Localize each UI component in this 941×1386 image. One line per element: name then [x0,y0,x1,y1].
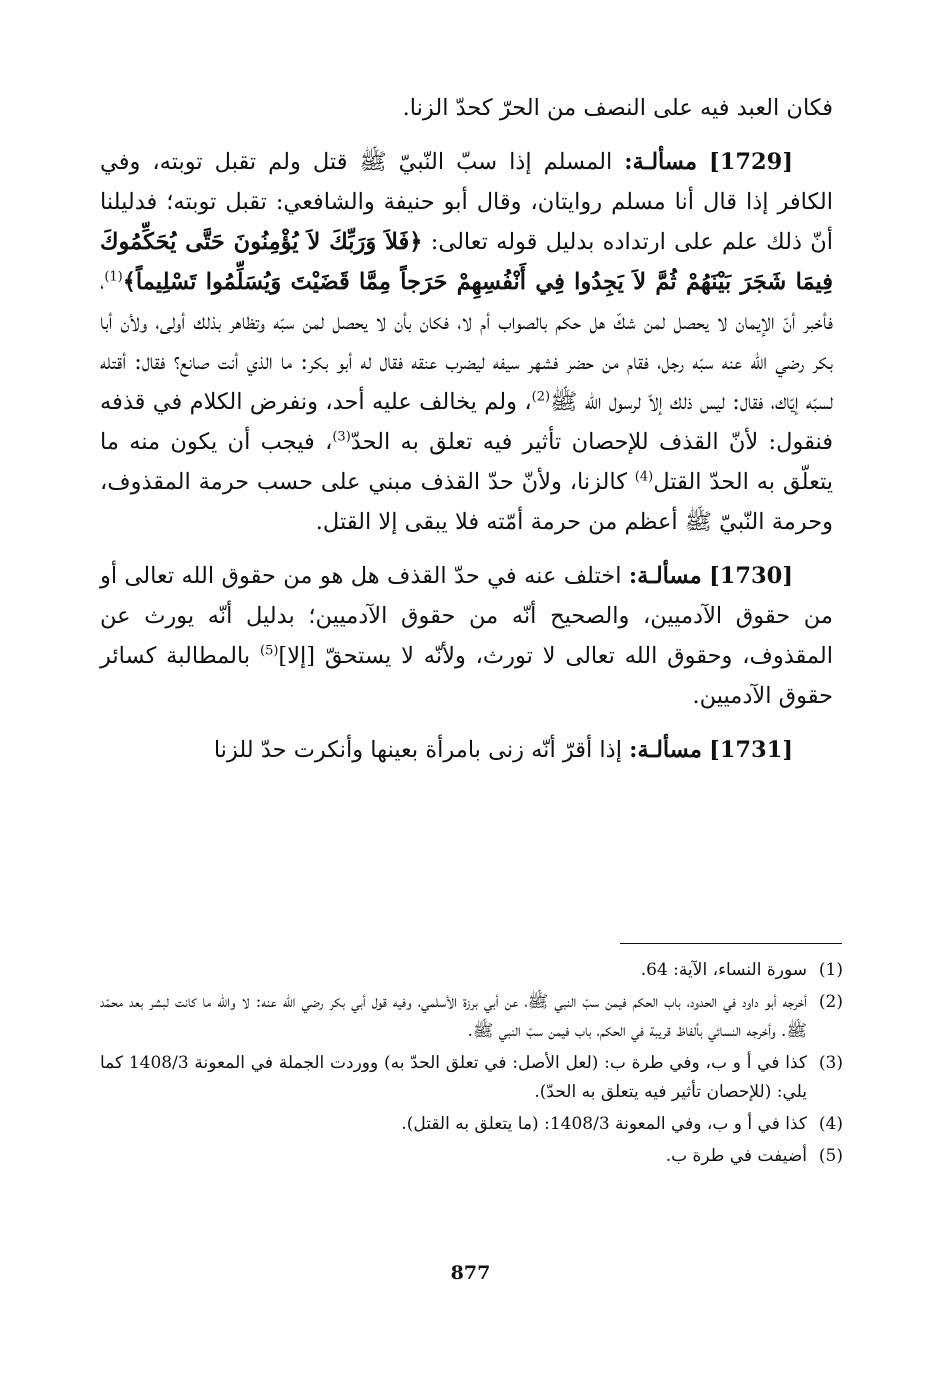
footnote-item [100,1110,843,1139]
footnote-ref-1: (1) [104,269,123,285]
footnote-separator [620,943,842,944]
issue-text: المسلم إذا سبّ النّبيّ ﷺ قتل ولم تقبل توبته، وفي الكافر إذا قال أنا مسلم روايتان، وقال أبو حنيفة والشافعي: تقبل توبته؛ فدليلنا أنّ ذلك علم على ارتداده بدليل قوله تعالى: [100,149,833,255]
issue-text: كالزنا، ولأنّ حدّ القذف مبني على حسب حرمة المقذوف، وحرمة النّبيّ ﷺ أعظم من حرمة أمّته فلا يبقى إلا القتل. [100,469,833,535]
issue-1729 [100,142,833,542]
footnote-text: كذا في أ و ب، وفي المعونة 1408/3: (ما يتعلق به القتل). [401,1114,807,1134]
issue-text: ، فيجب أن يكون منه ما يتعلّق به الحدّ القتل [100,429,833,495]
footnote-text: سورة النساء، الآية: 64. [640,960,807,980]
issue-text: إذا أقرّ أنّه زنى بامرأة بعينها وأنكرت حدّ للزنا [213,737,622,763]
issue-label: مسألـة: [624,149,698,175]
issue-label: مسألـة: [629,737,702,763]
issue-text: ، فأخبر أنّ الإيمان لا يحصل لمن شكّ هل حكم بالصواب أم لا، فكان بأن لا يحصل لمن سبّه وتظاهر بذلك أولى، ولأن أبا بكر رضي الله عنه سبّه رجل، فقام من حضر فشهر سيفه ليضرب عنقه فقال له أبو بكر: ما الذي أنت صانع؟ فقال: أقتله لسبّه إيّاك، فقال: ليس ذلك إلاّ لرسول الله ﷺ [100,269,833,415]
footnote-item [100,1049,843,1107]
footnote-ref-4: (4) [634,469,654,485]
footnote-number: (2) [818,992,843,1012]
footnote-number: (5) [818,1146,843,1166]
issue-number: [1730] [709,563,793,589]
issue-1731 [100,730,833,770]
footnote-text: أخرجه أبو داود في الحدود، باب الحكم فيمن سبّ النبي ﷺ، عن أبي برزة الأسلمي، وفيه قول أبي بكر رضي الله عنه: لا والله ما كانت لبشر بعد محمّد ﷺ. وأخرجه النسائي بألفاظ قريبة في الحكم، باب فيمن سبّ النبي ﷺ. [100,992,807,1041]
footnote-item [100,1142,843,1171]
footnote-number: (4) [818,1114,843,1134]
page-number: 877 [450,1262,491,1284]
issue-number: [1729] [709,149,793,175]
footnote-ref-2: (2) [531,389,551,405]
footnote-ref-5: (5) [259,643,279,659]
quran-verse: ﴿فَلاَ وَرَبِّكَ لاَ يُؤْمِنُونَ حَتَّى يُحَكِّمُوكَ فِيمَا شَجَرَ بَيْنَهُمْ ثُمَّ لاَ يَجِدُوا فِي أَنْفُسِهِمْ حَرَجاً مِمَّا قَضَيْتَ وَيُسَلِّمُوا تَسْلِيماً﴾ [100,229,833,295]
footnotes [100,956,843,1174]
issue-1730 [100,556,833,716]
intro-paragraph: فكان العبد فيه على النصف من الحرّ كحدّ الزنا. [402,95,833,121]
footnote-number: (1) [818,960,843,980]
issue-text: اختلف عنه في حدّ القذف هل هو من حقوق الله تعالى أو من حقوق الآدميين، والصحيح أنّه من حقوق الآدميين؛ بدليل أنّه يورث عن المقذوف، وحقوق الله تعالى لا تورث، ولأنّه لا يستحقّ [إلا] [100,563,834,669]
issue-text: بالمطالبة كسائر حقوق الآدميين. [100,643,833,709]
issue-number: [1731] [709,737,793,763]
footnote-item [100,956,843,985]
footnote-number: (3) [818,1053,843,1073]
footnote-text: كذا في أ و ب، وفي طرة ب: (لعل الأصل: في تعلق الحدّ به) ووردت الجملة في المعونة 1408/3 كما يلي: (للإحصان تأثير فيه يتعلق به الحدّ). [100,1053,807,1102]
issue-label: مسألـة: [628,563,702,589]
footnote-text: أضيفت في طرة ب. [665,1146,807,1166]
footnote-item [100,988,843,1046]
main-text [100,88,833,770]
issue-text: ، ولم يخالف عليه أحد، ونفرض الكلام في قذفه فنقول: لأنّ القذف للإحصان تأثير فيه تعلق به الحدّ [100,389,833,455]
footnote-ref-3: (3) [332,429,351,445]
